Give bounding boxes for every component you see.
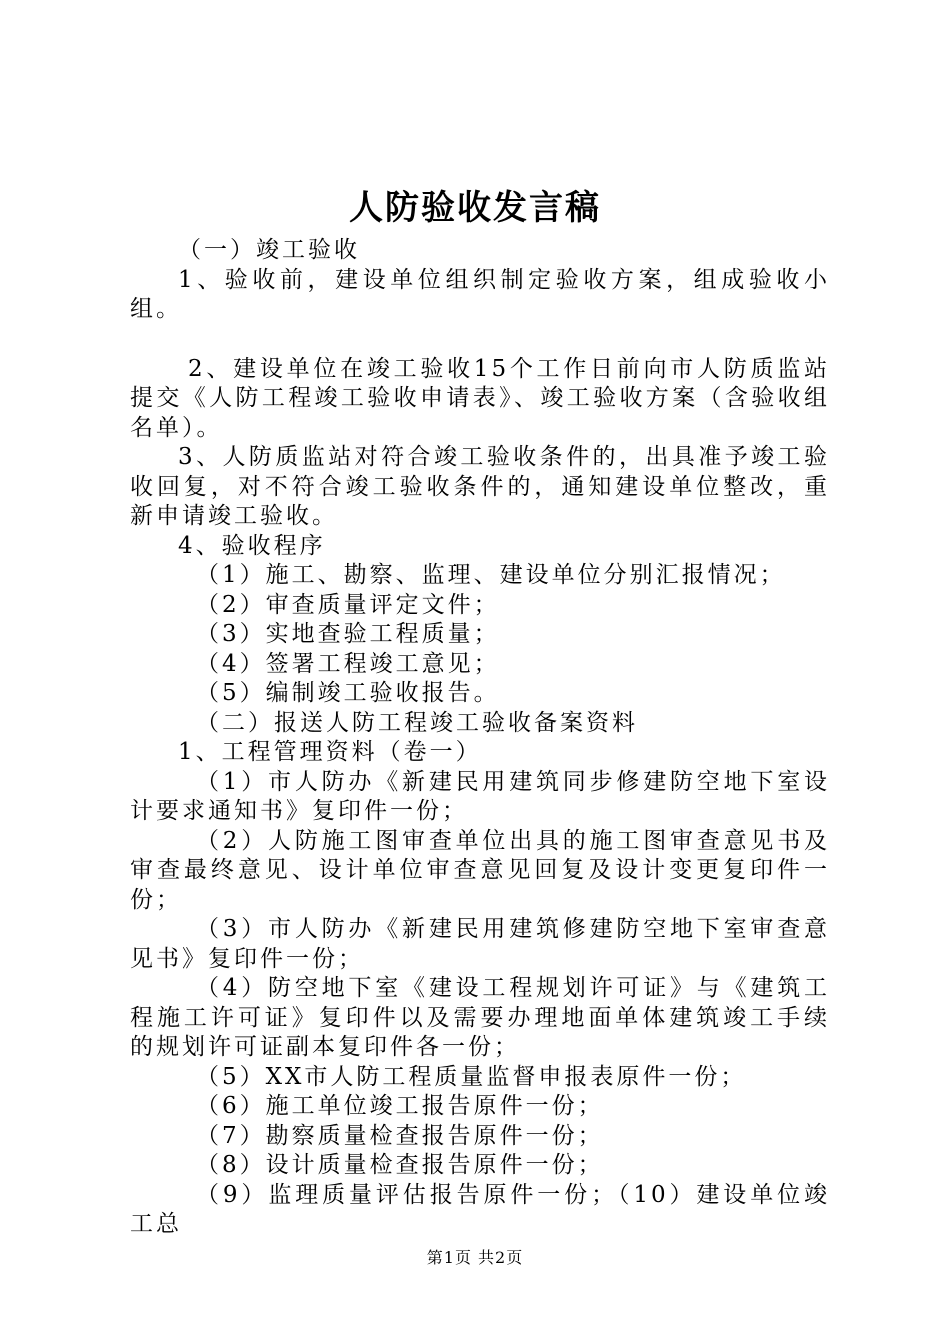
filing-item-6: （6）施工单位竣工报告原件一份； <box>196 1093 604 1119</box>
paragraph-item-1: 1、验收前，建设单位组织制定验收方案，组成验收小组。 <box>130 266 830 322</box>
filing-item-5: （5）XX市人防工程质量监督申报表原件一份； <box>196 1063 747 1090</box>
section-heading-filing: （二）报送人防工程竣工验收备案资料 <box>196 709 638 736</box>
section-heading-completion: （一）竣工验收 <box>178 237 360 263</box>
paragraph-gap <box>130 325 830 355</box>
procedure-step-2: （2）审查质量评定文件； <box>196 591 500 618</box>
filing-item-1: （1）市人防办《新建民用建筑同步修建防空地下室设计要求通知书》复印件一份； <box>130 768 830 824</box>
document-body <box>130 236 830 1240</box>
document-title: 人防验收发言稿 <box>349 188 601 228</box>
procedure-step-4: （4）签署工程竣工意见； <box>196 650 500 677</box>
filing-item-9: （9）监理质量评估报告原件一份；（10）建设单位竣工总 <box>130 1181 830 1237</box>
procedure-step-3: （3）实地查验工程质量； <box>196 621 500 647</box>
paragraph-item-3: 3、人防质监站对符合竣工验收条件的，出具准予竣工验收回复，对不符合竣工验收条件的，通知建设单位整改，重新申请竣工验收。 <box>130 444 830 529</box>
procedure-step-1: （1）施工、勘察、监理、建设单位分别汇报情况； <box>196 562 786 588</box>
filing-item-8: （8）设计质量检查报告原件一份； <box>196 1152 604 1178</box>
filing-item-2: （2）人防施工图审查单位出具的施工图审查意见书及审查最终意见、设计单位审查意见回复及设计变更复印件一份； <box>130 827 830 913</box>
filing-item-4: （4）防空地下室《建设工程规划许可证》与《建筑工程施工许可证》复印件以及需要办理地面单体建筑竣工手续的规划许可证副本复印件各一份； <box>130 975 830 1060</box>
paragraph-item-2: 2、建设单位在竣工验收15个工作日前向市人防质监站提交《人防工程竣工验收申请表》、竣工验收方案（含验收组名单）。 <box>130 355 830 441</box>
filing-item-7: （7）勘察质量检查报告原件一份； <box>196 1122 604 1149</box>
paragraph-item-4: 4、验收程序 <box>178 532 326 559</box>
subsection-heading-management: 1、工程管理资料（卷一） <box>178 739 482 765</box>
page-footer: 第1页 共2页 <box>426 1248 524 1267</box>
filing-item-3: （3）市人防办《新建民用建筑修建防空地下室审查意见书》复印件一份； <box>130 916 830 972</box>
procedure-step-5: （5）编制竣工验收报告。 <box>196 680 500 706</box>
